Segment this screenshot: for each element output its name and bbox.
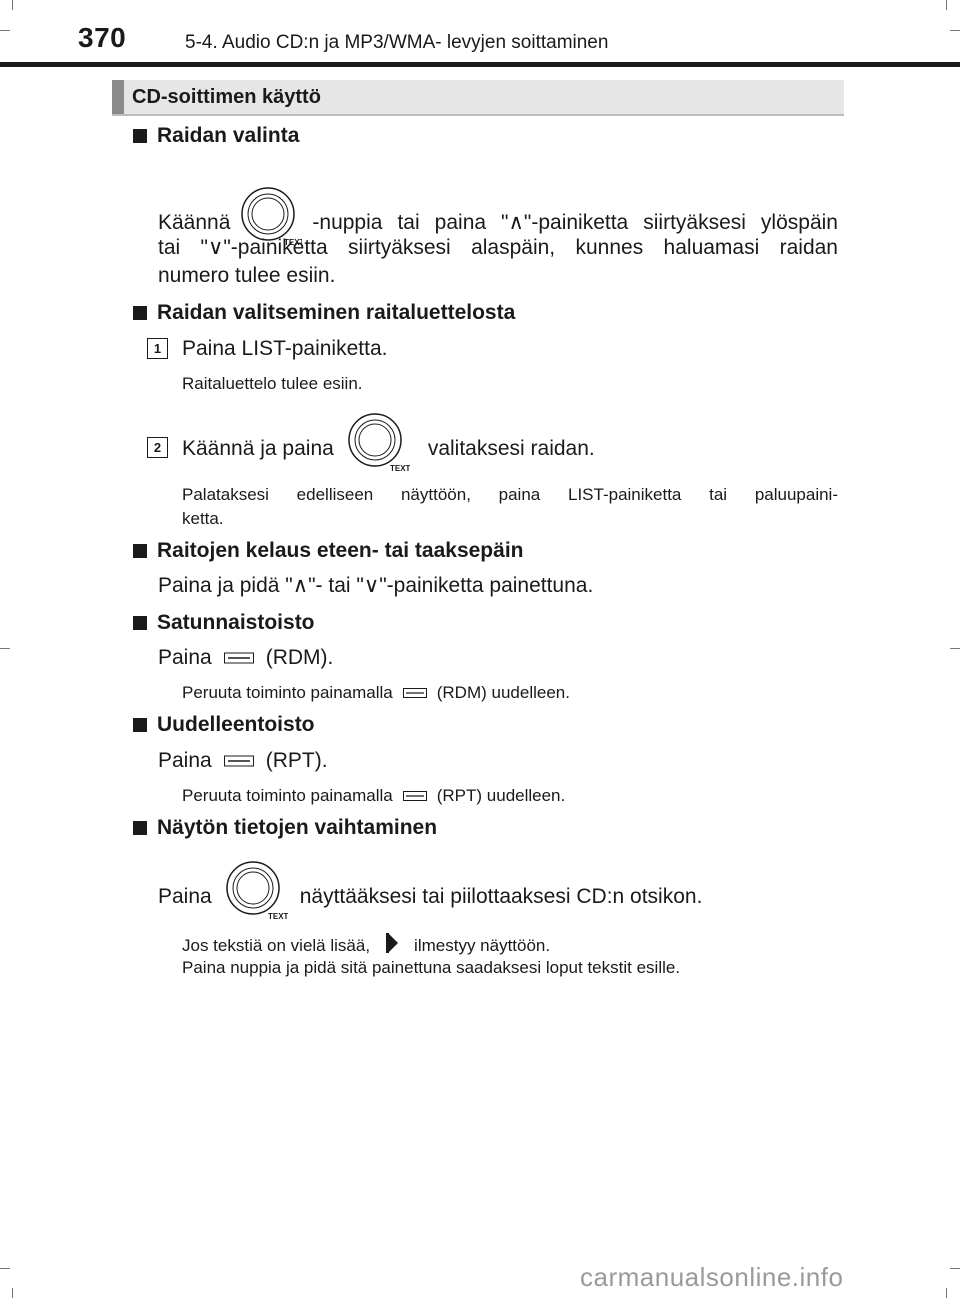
preset-button-icon	[403, 785, 427, 807]
bullet-square-icon	[133, 544, 147, 558]
step1-note: Raitaluettelo tulee esiin.	[182, 374, 363, 393]
knob-label: TEXT	[389, 464, 410, 473]
heading-text: Uudelleentoisto	[157, 713, 315, 736]
crop-mark	[0, 1268, 10, 1269]
track-select-line2: tai "∨"-painiketta siirtyäksesi alaspäin, kunnes haluamasi raidan	[158, 236, 838, 259]
fast-text: Paina ja pidä "∧"- tai "∨"-painiketta painettuna.	[158, 574, 594, 597]
display-line	[158, 860, 702, 934]
text: Paina	[158, 885, 212, 908]
chapter-title: 5-4. Audio CD:n ja MP3/WMA- levyjen soittaminen	[185, 32, 609, 53]
text: näyttääksesi tai piilottaaksesi CD:n otsikon.	[299, 885, 703, 908]
text: valitaksesi raidan.	[427, 437, 595, 460]
bullet-square-icon	[133, 718, 147, 732]
text: (RPT).	[265, 749, 328, 772]
heading-text: Raitojen kelaus eteen- tai taaksepäin	[157, 539, 524, 562]
track-select-line3: numero tulee esiin.	[158, 264, 336, 287]
crop-mark	[950, 648, 960, 649]
bullet-square-icon	[133, 616, 147, 630]
section-title-bar	[112, 80, 844, 116]
text: (RDM).	[265, 646, 334, 669]
crop-mark	[12, 1288, 13, 1298]
crop-mark	[950, 1268, 960, 1269]
text: Käännä	[158, 211, 231, 234]
crop-mark	[12, 0, 13, 10]
text: Peruuta toiminto painamalla	[182, 786, 393, 805]
tune-knob-icon	[224, 860, 288, 934]
crop-mark	[946, 1288, 947, 1298]
step2-note-line2: ketta.	[182, 509, 224, 528]
crop-mark	[0, 648, 10, 649]
header-rule	[0, 62, 960, 67]
display-note-line2: Paina nuppia ja pidä sitä painettuna saadaksesi loput tekstit esille.	[182, 958, 681, 977]
crop-mark	[0, 30, 10, 31]
text: Jos tekstiä on vielä lisää,	[182, 936, 371, 955]
step2-note-line1: Palataksesi edelliseen näyttöön, paina LIST-painiketta tai paluupaini-	[182, 485, 838, 504]
section-accent	[112, 80, 124, 114]
text: (RDM) uudelleen.	[436, 683, 570, 702]
step2-line	[182, 412, 595, 486]
tune-knob-icon	[346, 412, 410, 486]
knob-label: TEX	[284, 238, 300, 247]
heading-text: Satunnaistoisto	[157, 611, 315, 634]
repeat-note	[182, 785, 565, 807]
repeat-line	[158, 743, 328, 779]
crop-mark	[946, 0, 947, 10]
knob-label: TEXT	[267, 912, 288, 921]
text: Peruuta toiminto painamalla	[182, 683, 393, 702]
section-title: CD-soittimen käyttö	[132, 86, 321, 108]
page-number: 370	[78, 22, 127, 53]
text: Paina	[158, 646, 212, 669]
heading-track-select	[133, 124, 299, 148]
heading-list-select	[133, 301, 515, 325]
crop-mark	[950, 30, 960, 31]
text: ilmestyy näyttöön.	[414, 936, 551, 955]
random-line	[158, 640, 333, 676]
bullet-square-icon	[133, 129, 147, 143]
heading-text: Raidan valitseminen raitaluettelosta	[157, 301, 516, 324]
heading-random	[133, 611, 315, 635]
bullet-square-icon	[133, 306, 147, 320]
watermark: carmanualsonline.info	[580, 1262, 844, 1292]
step1-text: Paina LIST-painiketta.	[182, 337, 388, 360]
text: Käännä ja paina	[182, 437, 334, 460]
bullet-square-icon	[133, 821, 147, 835]
heading-repeat	[133, 713, 315, 737]
random-note	[182, 682, 570, 704]
text: Paina	[158, 749, 212, 772]
heading-display	[133, 816, 437, 840]
heading-text: Näytön tietojen vaihtaminen	[157, 816, 438, 839]
text: -nuppia tai paina "∧"-painiketta siirtyäksesi ylöspäin	[312, 211, 838, 234]
preset-button-icon	[224, 640, 254, 676]
heading-text: Raidan valinta	[157, 124, 300, 147]
preset-button-icon	[403, 682, 427, 704]
heading-fast-forward	[133, 539, 523, 563]
text: (RPT) uudelleen.	[436, 786, 566, 805]
step-number-2: 2	[147, 437, 168, 458]
step-number-1: 1	[147, 338, 168, 359]
preset-button-icon	[224, 743, 254, 779]
